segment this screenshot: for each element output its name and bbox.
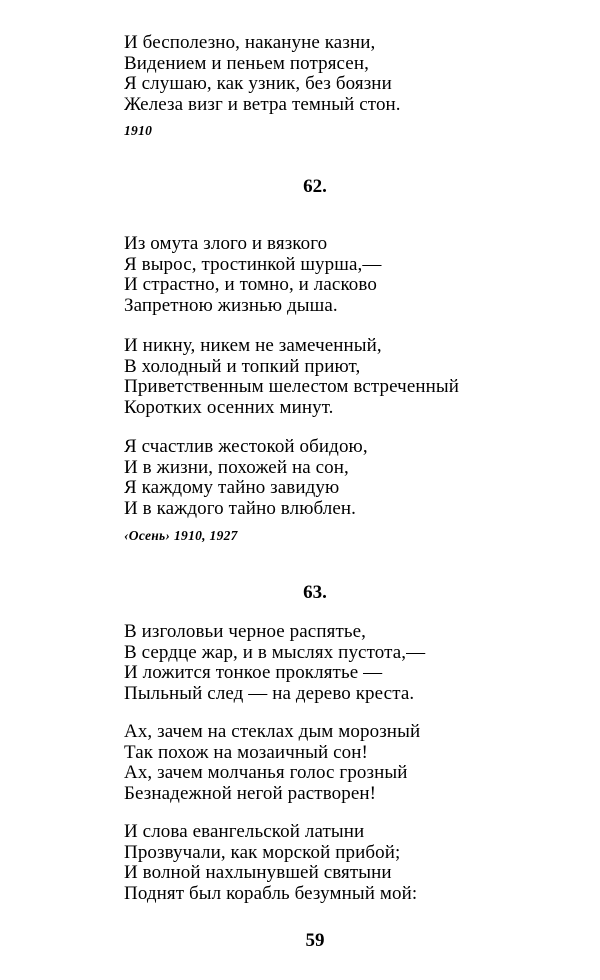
poem-line: И слова евангельской латыни: [124, 821, 365, 842]
poem-line: Ах, зачем молчанья голос грозный: [124, 762, 408, 783]
poem-line: Я слушаю, как узник, без боязни: [124, 73, 392, 94]
stanza-1: [124, 33, 401, 115]
poem-line: И бесполезно, накануне казни,: [124, 32, 376, 53]
stanza-6: [124, 722, 420, 804]
poem-line: В сердце жар, и в мыслях пустота,—: [124, 641, 426, 663]
poem-line: Видением и пеньем потрясен,: [124, 52, 369, 74]
stanza-5: [124, 622, 425, 704]
poem-line: Пыльный след — на дерево креста.: [124, 682, 415, 704]
stanza-7: [124, 822, 417, 904]
poem-line: Приветственным шелестом встреченный: [124, 376, 460, 397]
poem-number: 63.: [303, 582, 327, 603]
poem-line: Я счастлив жестокой обидою,: [124, 436, 368, 457]
page-number: 59: [305, 930, 325, 951]
poem-line: И страстно, и томно, и ласково: [124, 274, 377, 295]
poem-line: Ах, зачем на стеклах дым морозный: [124, 721, 421, 742]
poem-line: Я вырос, тростинкой шурша,—: [124, 253, 382, 275]
poem-line: Так похож на мозаичный сон!: [124, 741, 368, 763]
poem-line: В изголовьи черное распятье,: [124, 621, 366, 642]
stanza-2: [124, 234, 381, 316]
stanza-3: [124, 336, 459, 418]
poem-line: Коротких осенних минут.: [124, 396, 334, 418]
poem-line: Прозвучали, как морской прибой;: [124, 841, 401, 863]
poem-line: Поднят был корабль безумный мой:: [124, 882, 418, 904]
poem-line: Я каждому тайно завидую: [124, 477, 340, 498]
poem-line: И никну, никем не замеченный,: [124, 335, 382, 356]
poem-line: И ложится тонкое проклятье —: [124, 662, 383, 683]
poem-date: ‹Осень› 1910, 1927: [124, 528, 238, 543]
poem-date: 1910: [124, 123, 153, 138]
stanza-4: [124, 437, 368, 519]
poem-line: Из омута злого и вязкого: [124, 233, 328, 254]
poem-line: Безнадежной негой растворен!: [124, 782, 377, 804]
poem-line: И в каждого тайно влюблен.: [124, 497, 357, 519]
poem-line: И в жизни, похожей на сон,: [124, 456, 349, 478]
poem-line: Железа визг и ветра темный стон.: [124, 93, 401, 115]
poem-line: И волной нахлынувшей святыни: [124, 862, 392, 883]
poem-line: В холодный и топкий приют,: [124, 355, 361, 377]
poem-line: Запретною жизнью дыша.: [124, 294, 338, 316]
poem-number: 62.: [303, 176, 327, 197]
